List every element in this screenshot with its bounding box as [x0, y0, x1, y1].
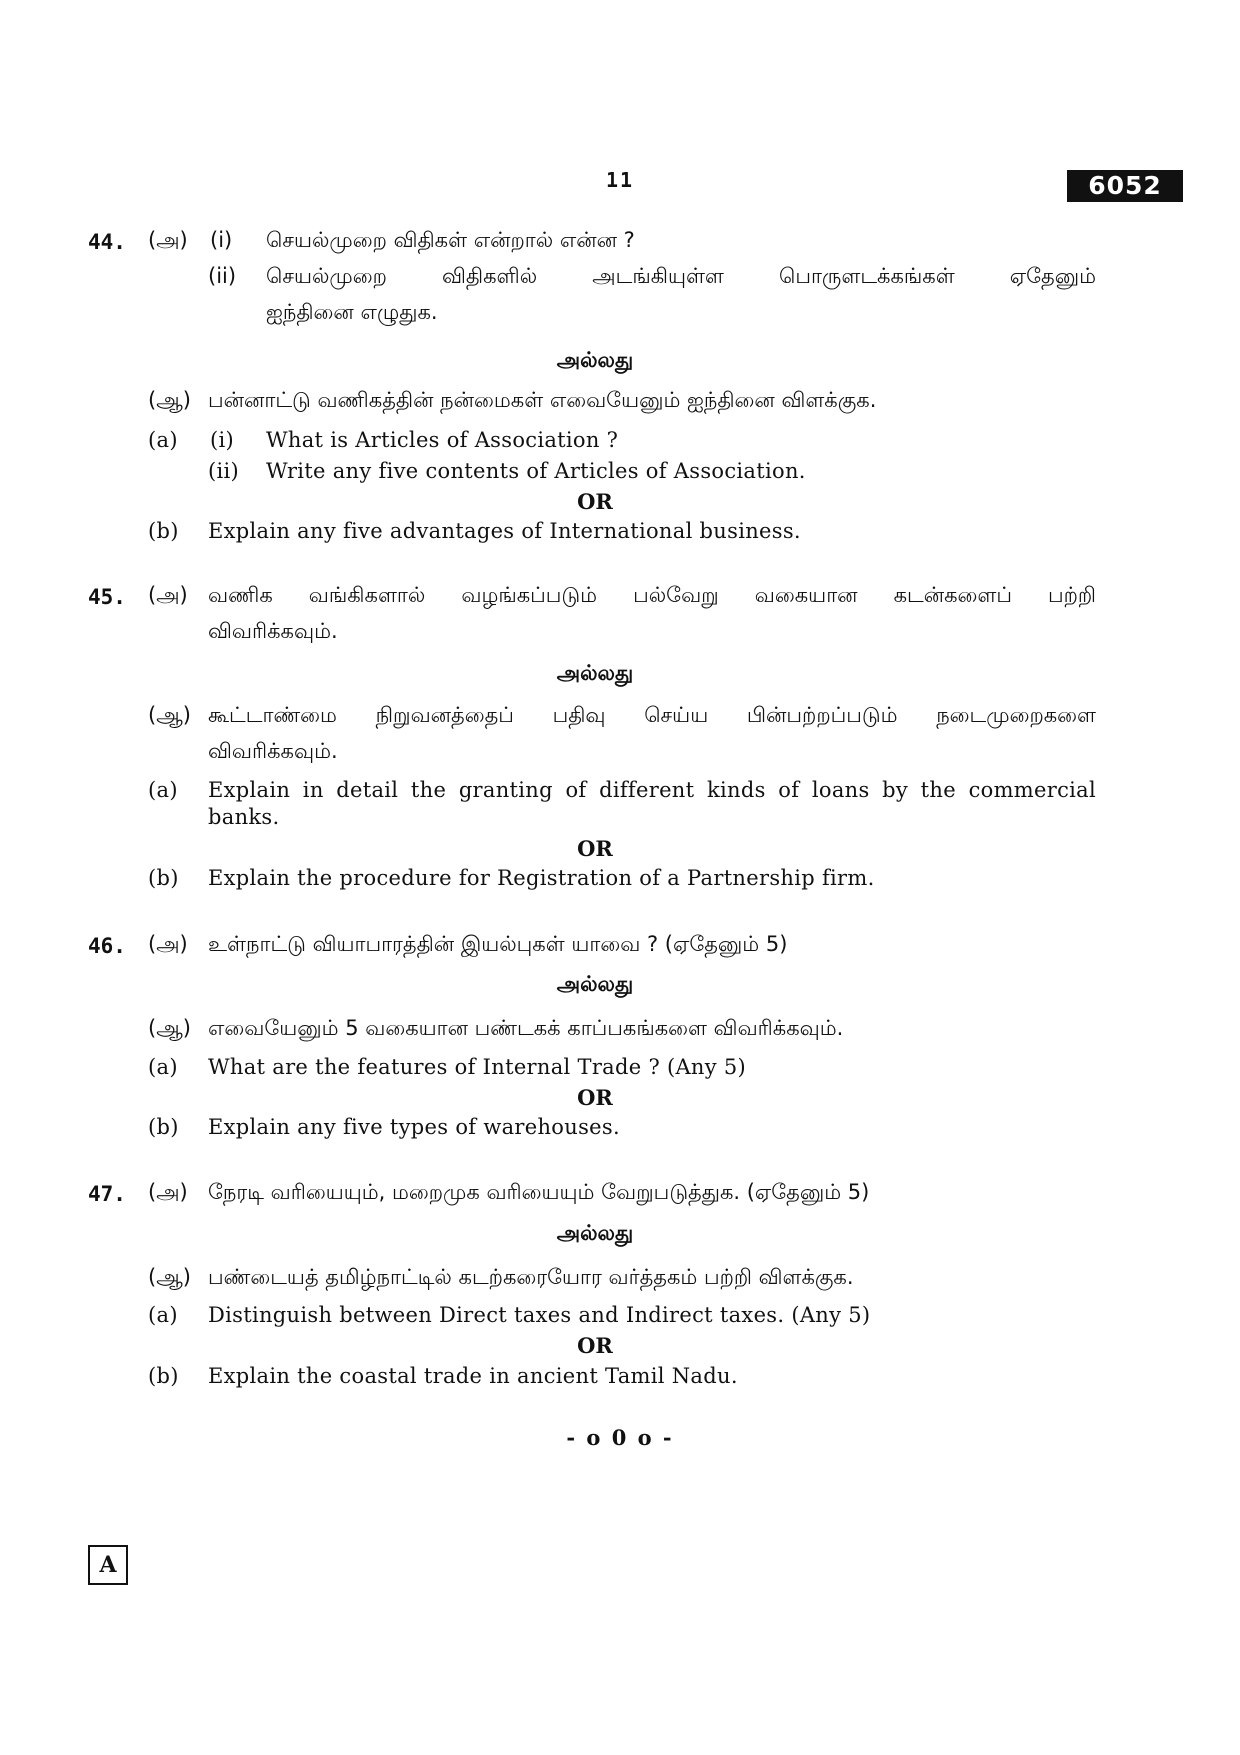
option-marker-english-a: (a) [148, 1303, 178, 1327]
question-text-english: Explain the coastal trade in ancient Tamil Nadu. [208, 1364, 738, 1388]
or-separator-tamil: அல்லது [556, 1221, 634, 1245]
question-number: 47. [88, 1182, 126, 1206]
question-text-english: Distinguish between Direct taxes and Indirect taxes. (Any 5) [208, 1303, 871, 1327]
question-text-english: What is Articles of Association ? [266, 428, 619, 452]
option-marker-tamil-b: (ஆ) [148, 1265, 191, 1289]
question-text-tamil: நேரடி வரியையும், மறைமுக வரியையும் வேறுபடுத்துக. (ஏதேனும் 5) [208, 1180, 870, 1204]
or-separator-tamil: அல்லது [556, 348, 634, 372]
page-number: 11 [605, 168, 635, 192]
question-text-tamil: பன்னாட்டு வணிகத்தின் நன்மைகள் எவையேனும் ஐந்தினை விளக்குக. [208, 388, 877, 412]
option-marker-english-a: (a) [148, 778, 178, 802]
option-marker-english-a: (a) [148, 1055, 178, 1079]
question-text-tamil: உள்நாட்டு வியாபாரத்தின் இயல்புகள் யாவை ? (ஏதேனும் 5) [208, 932, 788, 956]
subpart-marker: (ii) [208, 459, 240, 483]
question-number: 45. [88, 585, 126, 609]
question-text-tamil: விவரிக்கவும். [208, 619, 338, 643]
question-text-english: Explain in detail the granting of different kinds of loans by the commercial [208, 778, 1096, 802]
question-text-tamil: கூட்டாண்மை நிறுவனத்தைப் பதிவு செய்ய பின்பற்றப்படும் நடைமுறைகளை [208, 703, 1096, 727]
question-text-tamil: பண்டையத் தமிழ்நாட்டில் கடற்கரையோர வர்த்தகம் பற்றி விளக்குக. [208, 1265, 854, 1289]
option-marker-tamil-a: (அ) [148, 932, 188, 956]
option-marker-english-b: (b) [148, 519, 179, 543]
question-text-english: Explain the procedure for Registration of a Partnership firm. [208, 866, 875, 890]
question-text-tamil: செயல்முறை விதிகளில் அடங்கியுள்ள பொருளடக்கங்கள் ஏதேனும் [266, 264, 1096, 288]
or-separator-english: OR [577, 1085, 613, 1110]
or-separator-english: OR [577, 836, 613, 861]
option-marker-english-a: (a) [148, 428, 178, 452]
subpart-marker: (i) [210, 428, 235, 452]
question-text-english: Explain any five types of warehouses. [208, 1115, 620, 1139]
question-text-tamil: வணிக வங்கிகளால் வழங்கப்படும் பல்வேறு வகையான கடன்களைப் பற்றி [208, 583, 1096, 607]
question-text-tamil: எவையேனும் 5 வகையான பண்டகக் காப்பகங்களை விவரிக்கவும். [208, 1016, 844, 1040]
option-marker-tamil-a: (அ) [148, 228, 188, 252]
option-marker-english-b: (b) [148, 1364, 179, 1388]
option-marker-english-b: (b) [148, 866, 179, 890]
question-text-tamil: செயல்முறை விதிகள் என்றால் என்ன ? [266, 228, 635, 252]
option-marker-tamil-b: (ஆ) [148, 1016, 191, 1040]
question-text-english: Write any five contents of Articles of Association. [266, 459, 806, 483]
question-text-english: banks. [208, 805, 280, 829]
or-separator-english: OR [577, 489, 613, 514]
or-separator-english: OR [577, 1333, 613, 1358]
or-separator-tamil: அல்லது [556, 661, 634, 685]
end-of-paper-mark: - o 0 o - [566, 1425, 674, 1450]
paper-version-box: A [88, 1545, 128, 1585]
question-number: 46. [88, 934, 126, 958]
subpart-marker: (i) [210, 228, 233, 252]
question-number: 44. [88, 230, 126, 254]
question-text-english: What are the features of Internal Trade ? (Any 5) [208, 1055, 747, 1079]
option-marker-tamil-b: (ஆ) [148, 388, 191, 412]
paper-code-badge: 6052 [1067, 170, 1183, 202]
option-marker-english-b: (b) [148, 1115, 179, 1139]
subpart-marker: (ii) [208, 264, 237, 288]
option-marker-tamil-a: (அ) [148, 583, 188, 607]
question-text-english: Explain any five advantages of International business. [208, 519, 801, 543]
or-separator-tamil: அல்லது [556, 972, 634, 996]
question-text-tamil: விவரிக்கவும். [208, 739, 338, 763]
question-text-tamil: ஐந்தினை எழுதுக. [266, 300, 438, 324]
option-marker-tamil-a: (அ) [148, 1180, 188, 1204]
option-marker-tamil-b: (ஆ) [148, 703, 191, 727]
